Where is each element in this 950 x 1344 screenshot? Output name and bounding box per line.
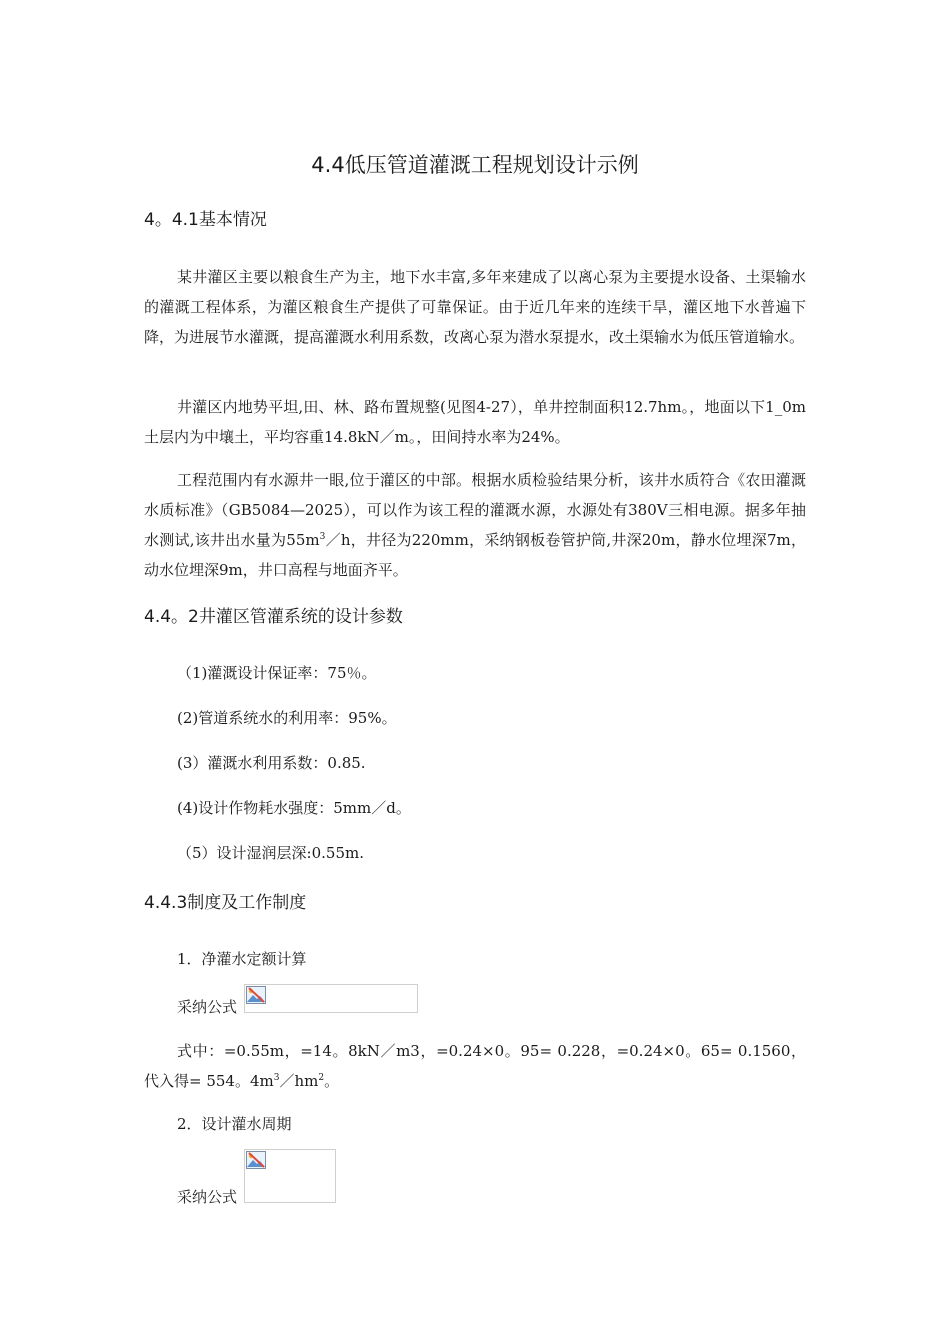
- page-title: 4.4低压管道灌溉工程规划设计示例: [311, 153, 639, 177]
- section-heading-basic-info: 4。4.1基本情况: [144, 210, 267, 230]
- paragraph-overview: 某井灌区主要以粮食生产为主，地下水丰富,多年来建成了以离心泵为主要提水设备、土渠输水的灌溉工程体系，为灌区粮食生产提供了可靠保证。由于近几年来的连续干旱，灌区地下水普遍下降，为进展节水灌溉，提高灌溉水利用系数，改离心泵为潜水泵提水，改土渠输水为低压管道输水。: [144, 268, 806, 346]
- list-item: (2)管道系统水的利用率：95%。: [177, 709, 397, 727]
- list-item: （1)灌溉设计保证率：75％。: [177, 664, 377, 682]
- formula-label-2: 采纳公式: [177, 1188, 238, 1206]
- formula-image-1: [244, 984, 418, 1013]
- paragraph-terrain: 井灌区内地势平坦,田、林、路布置规整(见图4-27），单井控制面积12.7hm。，地面以下1_0m土层内为中壤土，平均容重14.8kN／m。，田间持水率为24%。: [144, 398, 806, 446]
- list-item: (3）灌溉水利用系数：0.85.: [177, 754, 366, 772]
- formula-label-1: 采纳公式: [177, 998, 238, 1016]
- section-heading-irrigation-schedule: 4.4.3制度及工作制度: [144, 893, 307, 913]
- formula-image-2: [244, 1149, 336, 1203]
- subheading-irrigation-cycle: 2．设计灌水周期: [177, 1115, 292, 1133]
- subheading-net-irrigation-quota: 1．净灌水定额计算: [177, 950, 307, 968]
- list-item: (4)设计作物耗水强度：5mm／d。: [177, 799, 411, 817]
- broken-image-icon: [246, 986, 266, 1004]
- paragraph-calculation: 式中：=0.55m，=14。8kN／m3，=0.24×0。95= 0.228，=0.24×0。65= 0.1560，代入得= 554。$4m^3/hm^2$。: [144, 1042, 806, 1090]
- paragraph-water-source: 工程范围内有水源井一眼,位于灌区的中部。根据水质检验结果分析，该井水质符合《农田灌溉水质标准》（GB5084—2025），可以作为该工程的灌溉水源，水源处有380V三相电源。据多年抽水测试,该井出水量为$55m^3/h$，井径为220mm，采纳钢板卷管护筒,井深20m，静水位埋深7m，动水位埋深9m，井口高程与地面齐平。: [144, 471, 806, 579]
- broken-image-icon: [246, 1151, 266, 1169]
- list-item: （5）设计湿润层深:0.55m.: [177, 844, 364, 862]
- section-heading-design-params: 4.4。2井灌区管灌系统的设计参数: [144, 607, 403, 627]
